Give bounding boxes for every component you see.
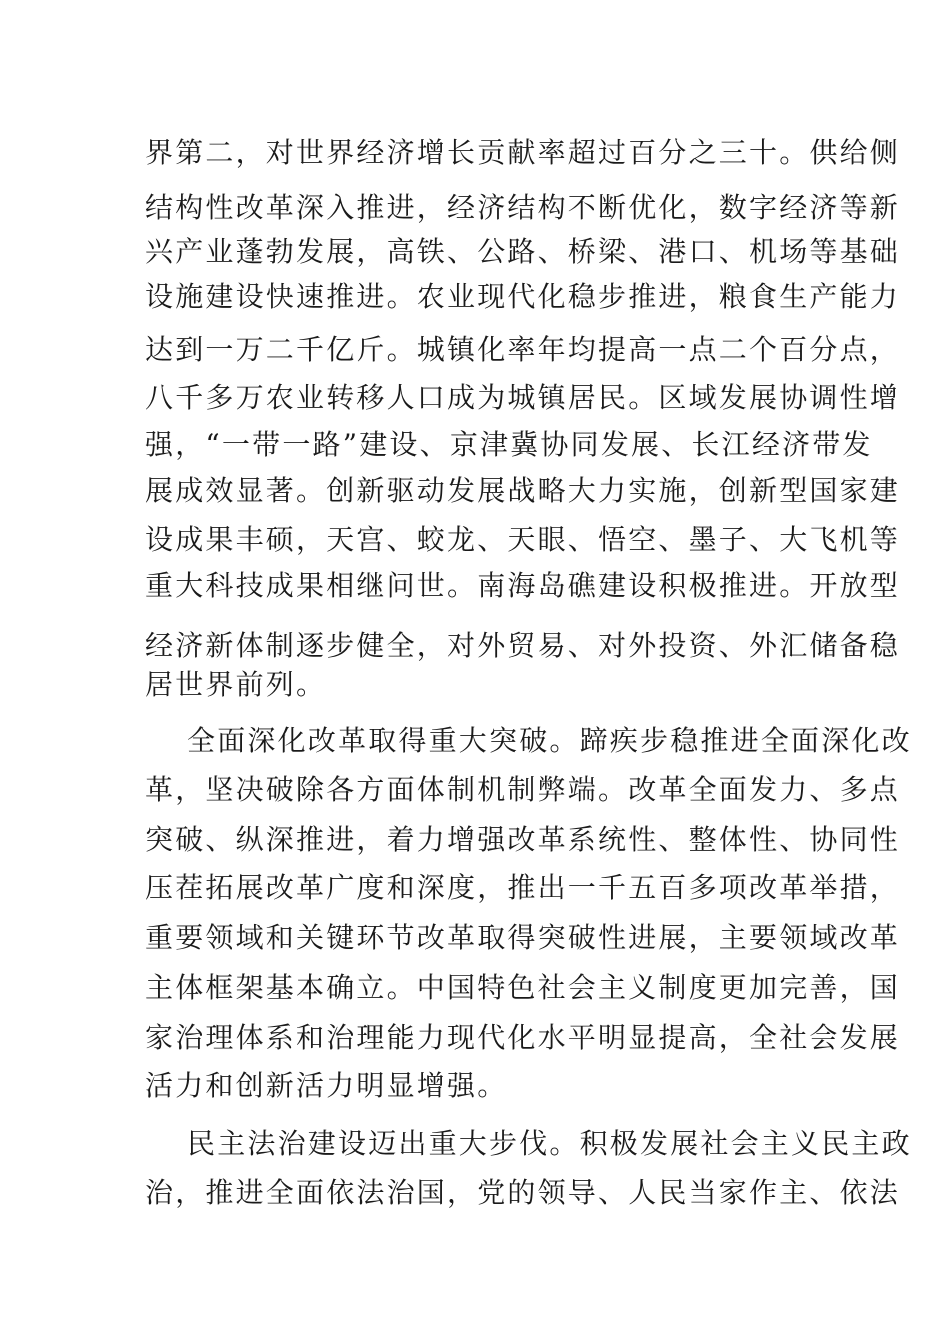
text-line: 强，“一带一路”建设、京津冀协同发展、长江经济带发	[145, 428, 873, 461]
text-line: 革，坚决破除各方面体制机制弊端。改革全面发力、多点	[145, 773, 901, 806]
paragraph-start-line: 民主法治建设迈出重大步伐。积极发展社会主义民主政	[187, 1127, 912, 1160]
text-line: 设施建设快速推进。农业现代化稳步推进，粮食生产能力	[145, 280, 901, 313]
text-line: 八千多万农业转移人口成为城镇居民。区域发展协调性增	[145, 381, 901, 414]
text-line: 居世界前列。	[145, 668, 327, 701]
text-line: 经济新体制逐步健全，对外贸易、对外投资、外汇储备稳	[145, 629, 901, 662]
text-line: 主体框架基本确立。中国特色社会主义制度更加完善，国	[145, 971, 901, 1004]
text-line: 界第二，对世界经济增长贡献率超过百分之三十。供给侧	[145, 136, 901, 169]
text-line: 重大科技成果相继问世。南海岛礁建设积极推进。开放型	[145, 569, 901, 602]
text-line: 活力和创新活力明显增强。	[145, 1069, 508, 1102]
text-line: 家治理体系和治理能力现代化水平明显提高，全社会发展	[145, 1021, 901, 1054]
text-line: 设成果丰硕，天宫、蛟龙、天眼、悟空、墨子、大飞机等	[145, 523, 901, 556]
paragraph-start-line: 全面深化改革取得重大突破。蹄疾步稳推进全面深化改	[187, 724, 912, 757]
text-line: 重要领域和关键环节改革取得突破性进展，主要领域改革	[145, 921, 901, 954]
text-line: 兴产业蓬勃发展，高铁、公路、桥梁、港口、机场等基础	[145, 235, 901, 268]
text-line: 治，推进全面依法治国，党的领导、人民当家作主、依法	[145, 1176, 901, 1209]
text-line: 展成效显著。创新驱动发展战略大力实施，创新型国家建	[145, 474, 901, 507]
text-line: 压茬拓展改革广度和深度，推出一千五百多项改革举措，	[145, 871, 901, 904]
text-line: 突破、纵深推进，着力增强改革系统性、整体性、协同性	[145, 823, 901, 856]
text-line: 达到一万二千亿斤。城镇化率年均提高一点二个百分点，	[145, 333, 901, 366]
text-line: 结构性改革深入推进，经济结构不断优化，数字经济等新	[145, 191, 901, 224]
